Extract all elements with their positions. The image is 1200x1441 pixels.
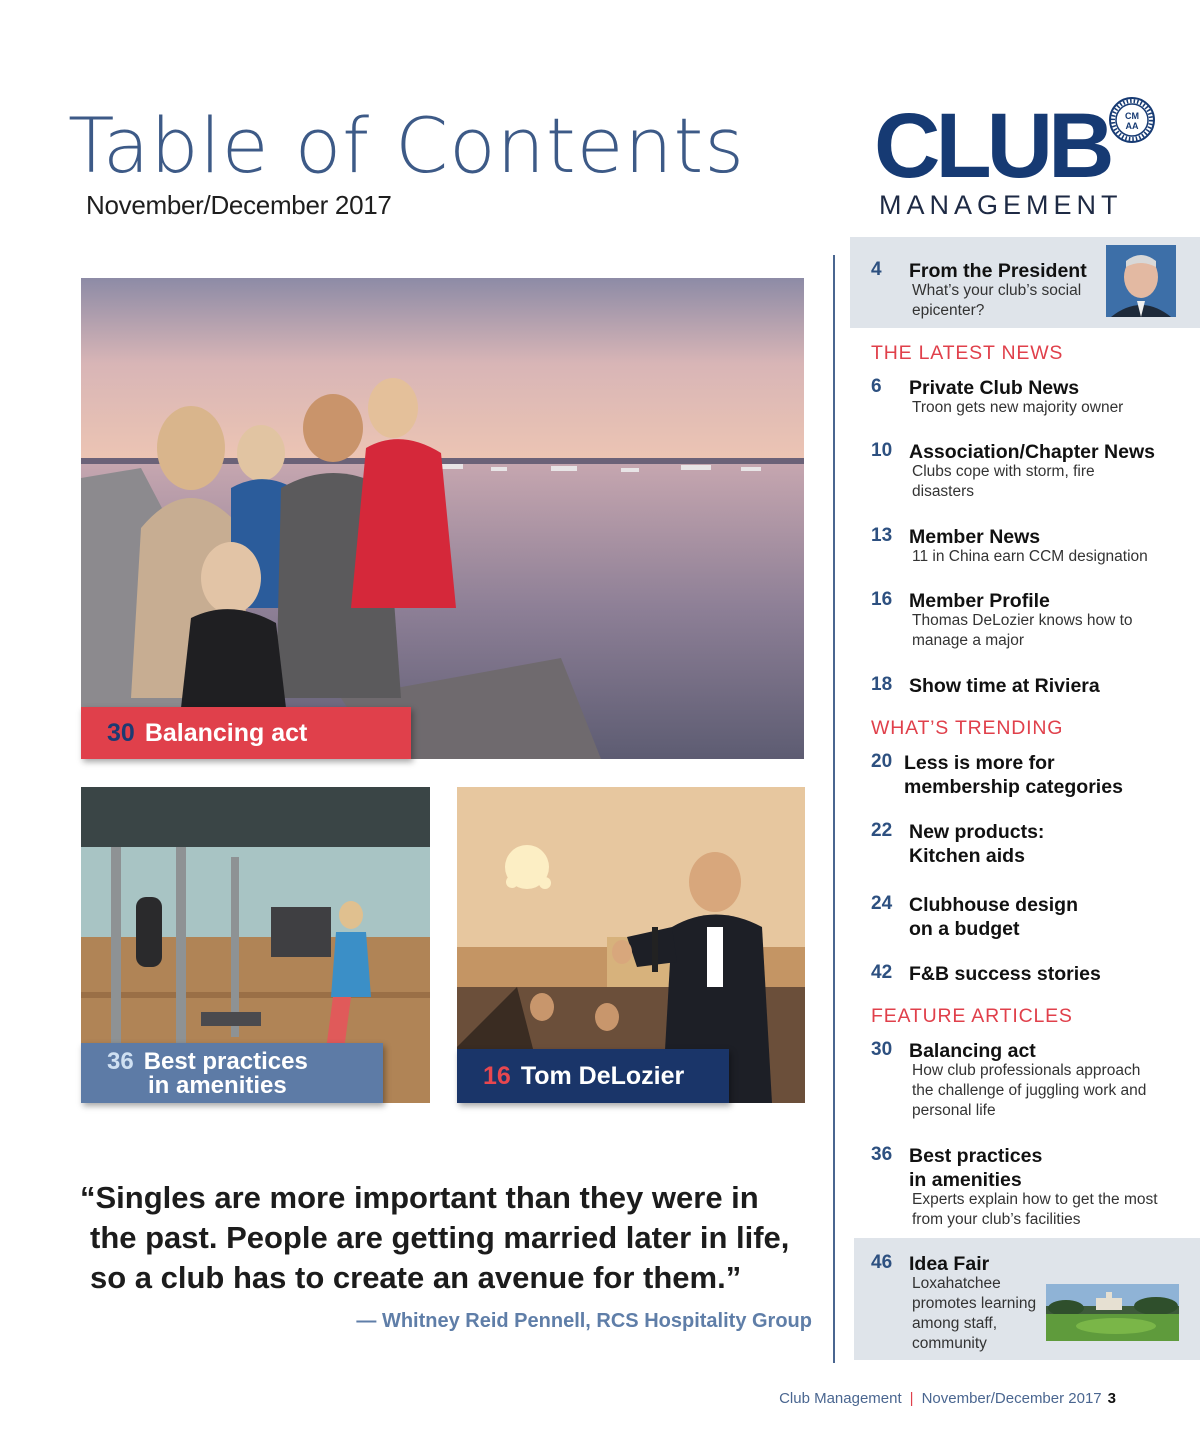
section-heading-trending: WHAT’S TRENDING <box>871 717 1064 739</box>
section-heading-features: FEATURE ARTICLES <box>871 1005 1073 1027</box>
toc-title-line: Less is more for <box>904 752 1055 774</box>
toc-page-number: 10 <box>871 440 893 461</box>
svg-text:CM: CM <box>1125 111 1139 121</box>
footer-separator: | <box>909 1390 914 1407</box>
toc-page-number: 30 <box>871 1039 893 1060</box>
toc-page-number: 20 <box>871 751 893 772</box>
caption-tom-delozier <box>457 1049 729 1103</box>
toc-page-number: 46 <box>871 1252 893 1273</box>
toc-subtitle-line: community <box>912 1335 987 1352</box>
toc-title-line: Best practices <box>909 1145 1043 1167</box>
toc-title-line: Clubhouse design <box>909 894 1079 916</box>
toc-title: Idea Fair <box>909 1253 990 1275</box>
toc-title-line: membership categories <box>904 776 1123 798</box>
quote-attribution: — Whitney Reid Pennell, RCS Hospitality Group <box>356 1310 812 1332</box>
toc-title: Balancing act <box>909 1040 1036 1062</box>
toc-title: F&B success stories <box>909 963 1101 985</box>
caption-page-number: 30 <box>107 719 135 747</box>
toc-title: Member Profile <box>909 590 1050 612</box>
toc-title <box>909 820 1044 868</box>
president-portrait <box>1106 245 1176 317</box>
toc-subtitle: Troon gets new majority owner <box>912 399 1124 416</box>
caption-page-number: 36 <box>107 1048 134 1075</box>
caption-best-practices <box>81 1043 383 1103</box>
section-heading-latest-news: THE LATEST NEWS <box>871 342 1064 364</box>
toc-subtitle <box>912 611 1133 651</box>
toc-title <box>904 751 1123 799</box>
toc-subtitle-line: epicenter? <box>912 302 985 319</box>
page-footer <box>779 1390 1116 1407</box>
toc-subtitle-line: Thomas DeLozier knows how to <box>912 612 1133 629</box>
svg-text:AA: AA <box>1125 121 1139 131</box>
toc-title: Association/Chapter News <box>909 441 1155 463</box>
issue-date: November/December 2017 <box>86 190 392 220</box>
quote-line: “Singles are more important than they were in <box>80 1180 759 1215</box>
toc-title <box>909 893 1078 941</box>
toc-subtitle <box>912 1061 1146 1121</box>
toc-subtitle <box>912 281 1081 321</box>
pull-quote <box>80 1178 820 1298</box>
column-divider <box>833 255 835 1363</box>
logo-club-text: CLUB <box>874 95 1110 197</box>
caption-page-number: 16 <box>483 1062 511 1090</box>
toc-title-line: in amenities <box>909 1169 1022 1191</box>
toc-subtitle-line: from your club’s facilities <box>912 1211 1081 1228</box>
toc-title: From the President <box>909 260 1087 282</box>
toc-page-number: 4 <box>871 259 882 280</box>
toc-title: Member News <box>909 526 1041 548</box>
toc-subtitle-line: personal life <box>912 1102 996 1119</box>
toc-page-number: 16 <box>871 589 893 610</box>
toc-title: Private Club News <box>909 377 1080 399</box>
toc-subtitle-line: Loxahatchee <box>912 1275 1001 1292</box>
toc-subtitle-line: How club professionals approach <box>912 1062 1141 1079</box>
footer-issue: November/December 2017 <box>921 1390 1102 1407</box>
caption-balancing-act <box>81 707 411 759</box>
toc-subtitle: 11 in China earn CCM designation <box>912 548 1148 565</box>
quote-line: so a club has to create an avenue for them.” <box>90 1260 742 1295</box>
page-title: Table of Contents <box>68 101 745 190</box>
toc-title-line: Kitchen aids <box>909 845 1025 867</box>
toc-page-number: 13 <box>871 525 893 546</box>
toc-page-number: 24 <box>871 893 893 914</box>
caption-label: Balancing act <box>144 719 308 747</box>
logo-management-text: MANAGEMENT <box>879 190 1123 220</box>
quote-line: the past. People are getting married later in life, <box>90 1220 790 1255</box>
toc-subtitle-line: the challenge of juggling work and <box>912 1082 1147 1099</box>
toc-title-line: New products: <box>909 821 1045 843</box>
toc-subtitle-line: among staff, <box>912 1315 998 1332</box>
toc-page-number: 36 <box>871 1144 893 1165</box>
toc-subtitle <box>912 1190 1158 1230</box>
toc-page-number: 22 <box>871 820 893 841</box>
toc-subtitle <box>912 1274 1036 1354</box>
toc-title <box>909 1144 1042 1192</box>
footer-page-number: 3 <box>1107 1390 1116 1407</box>
caption-label-line2: in amenities <box>148 1072 287 1099</box>
caption-label-line1: Best practices <box>143 1048 308 1075</box>
toc-title: Show time at Riviera <box>909 675 1100 697</box>
toc-subtitle-line: Clubs cope with storm, fire <box>912 463 1095 480</box>
family-harbor-photo <box>81 278 804 759</box>
toc-subtitle-line: What’s your club’s social <box>912 282 1082 299</box>
toc-subtitle-line: manage a major <box>912 632 1025 649</box>
caption-label: Tom DeLozier <box>520 1062 685 1090</box>
toc-page-number: 6 <box>871 376 882 397</box>
toc-subtitle <box>912 462 1095 502</box>
toc-subtitle-line: promotes learning <box>912 1295 1037 1312</box>
toc-page-number: 18 <box>871 674 893 695</box>
cmaa-seal-icon <box>1108 96 1156 144</box>
toc-subtitle-line: Experts explain how to get the most <box>912 1191 1158 1208</box>
footer-magazine: Club Management <box>779 1390 902 1407</box>
toc-title-line: on a budget <box>909 918 1020 940</box>
toc-page-number: 42 <box>871 962 893 983</box>
toc-subtitle-line: disasters <box>912 483 975 500</box>
golf-course-thumbnail <box>1046 1284 1179 1341</box>
